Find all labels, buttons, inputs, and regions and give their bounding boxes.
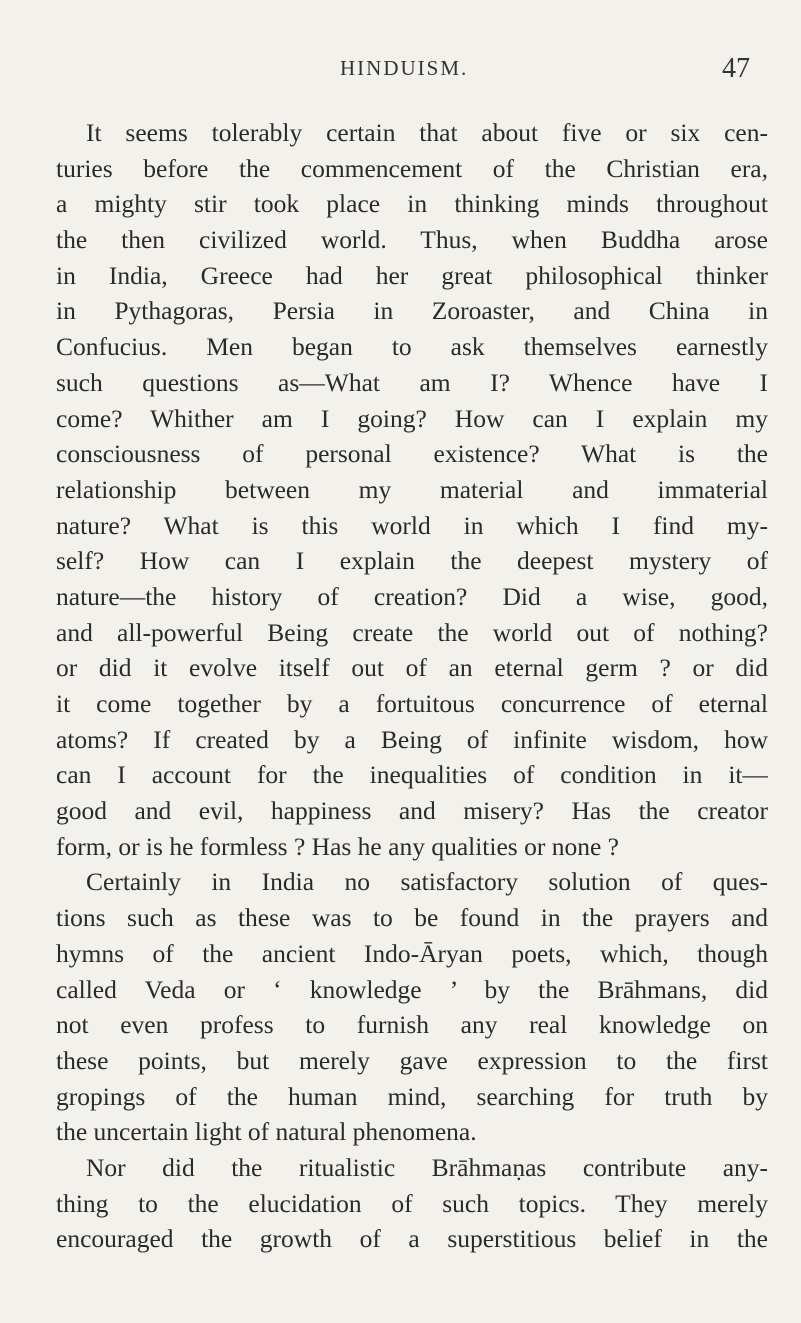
- text-line: nature? What is this world in which I find my-: [56, 510, 768, 540]
- text-line: Nor did the ritualistic Brāhmaṇas contribute any-: [86, 1152, 768, 1182]
- text-line: Confucius. Men began to ask themselves earnestly: [56, 332, 768, 362]
- text-line: thing to the elucidation of such topics. They merely: [56, 1188, 768, 1218]
- text-line: in India, Greece had her great philosophical thinker: [56, 260, 768, 290]
- text-line: in Pythagoras, Persia in Zoroaster, and China in: [56, 296, 768, 326]
- text-line: come? Whither am I going? How can I explain my: [56, 403, 768, 433]
- running-title: HINDUISM.: [340, 56, 469, 80]
- text-line: a mighty stir took place in thinking minds throughout: [56, 189, 768, 219]
- text-line: these points, but merely gave expression to the first: [56, 1045, 768, 1075]
- text-line: hymns of the ancient Indo-Āryan poets, which, though: [56, 938, 768, 968]
- text-line: Certainly in India no satisfactory solution of ques-: [86, 867, 768, 897]
- text-line: can I account for the inequalities of condition in it—: [56, 760, 768, 790]
- text-line: relationship between my material and immaterial: [56, 474, 768, 504]
- text-line: It seems tolerably certain that about five or six cen-: [86, 118, 768, 147]
- text-line: tions such as these was to be found in the prayers and: [56, 903, 768, 933]
- text-line: or did it evolve itself out of an eternal germ ? or did: [56, 653, 768, 683]
- text-line: such questions as—What am I? Whence have I: [56, 367, 768, 397]
- text-line: self? How can I explain the deepest mystery of: [56, 546, 768, 576]
- text-line: good and evil, happiness and misery? Has the creator: [56, 796, 768, 826]
- text-line: it come together by a fortuitous concurrence of eternal: [56, 689, 768, 718]
- text-line: and all-powerful Being create the world out of nothing?: [56, 617, 768, 647]
- text-line: the then civilized world. Thus, when Buddha arose: [56, 225, 768, 255]
- text-line: atoms? If created by a Being of infinite wisdom, how: [56, 724, 768, 754]
- body-text: [56, 115, 768, 1257]
- text-line: called Veda or ‘ knowledge ’ by the Brāhmans, did: [56, 974, 768, 1004]
- text-line: not even profess to furnish any real knowledge on: [56, 1010, 768, 1040]
- text-line: gropings of the human mind, searching for truth by: [56, 1081, 768, 1111]
- page-number: 47: [722, 53, 750, 84]
- text-line: encouraged the growth of a superstitious belief in the: [56, 1224, 768, 1254]
- text-line: turies before the commencement of the Christian era,: [56, 153, 768, 183]
- text-line: the uncertain light of natural phenomena.: [56, 1117, 477, 1147]
- text-line: form, or is he formless ? Has he any qualities or none ?: [56, 831, 619, 861]
- running-head: [340, 53, 750, 86]
- text-line: nature—the history of creation? Did a wise, good,: [56, 581, 768, 611]
- text-line: consciousness of personal existence? What is the: [56, 439, 768, 469]
